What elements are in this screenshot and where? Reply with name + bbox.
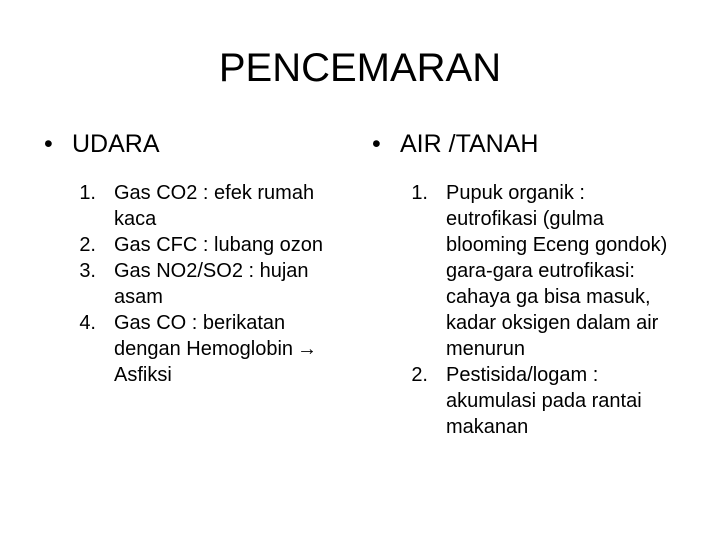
bullet-icon: •: [44, 130, 53, 158]
list-number: 4.: [79, 312, 96, 334]
left-heading: [44, 128, 344, 160]
list-text: Gas CO : berikatan dengan Hemoglobin: [114, 312, 294, 360]
list-text-wrap: [114, 310, 344, 388]
list-number: 3.: [79, 260, 96, 282]
list-number: 2.: [411, 364, 428, 386]
list-text: Pestisida/logam : akumulasi pada rantai makanan: [446, 364, 642, 438]
list-text-after: Asfiksi: [114, 364, 172, 386]
list-text: Pupuk organik : eutrofikasi (gulma blooming Eceng gondok) gara-gara eutrofikasi: cahaya ga bisa masuk, kadar oksigen dalam air menurun: [446, 182, 668, 360]
list-item: [79, 232, 344, 258]
right-list: [411, 180, 672, 440]
list-text: Gas NO2/SO2 : hujan asam: [114, 260, 309, 308]
right-heading-label: AIR /TANAH: [400, 130, 539, 158]
bullet-icon: •: [372, 130, 381, 158]
list-item: [79, 310, 344, 388]
left-heading-label: UDARA: [72, 130, 160, 158]
list-text: Gas CFC : lubang ozon: [114, 234, 323, 256]
right-column: [372, 128, 672, 440]
left-list: [79, 180, 344, 388]
right-heading: [372, 128, 672, 160]
list-number: 1.: [79, 182, 96, 204]
list-item: [411, 362, 672, 440]
slide-title: PENCEMARAN: [218, 46, 502, 90]
list-number: 1.: [411, 182, 428, 204]
list-item: [79, 180, 344, 232]
list-number: 2.: [79, 234, 96, 256]
list-text: Gas CO2 : efek rumah kaca: [114, 182, 315, 230]
list-item: [79, 258, 344, 310]
arrow-right-icon: →: [297, 338, 318, 360]
left-column: [44, 128, 344, 388]
list-item: [411, 180, 672, 362]
